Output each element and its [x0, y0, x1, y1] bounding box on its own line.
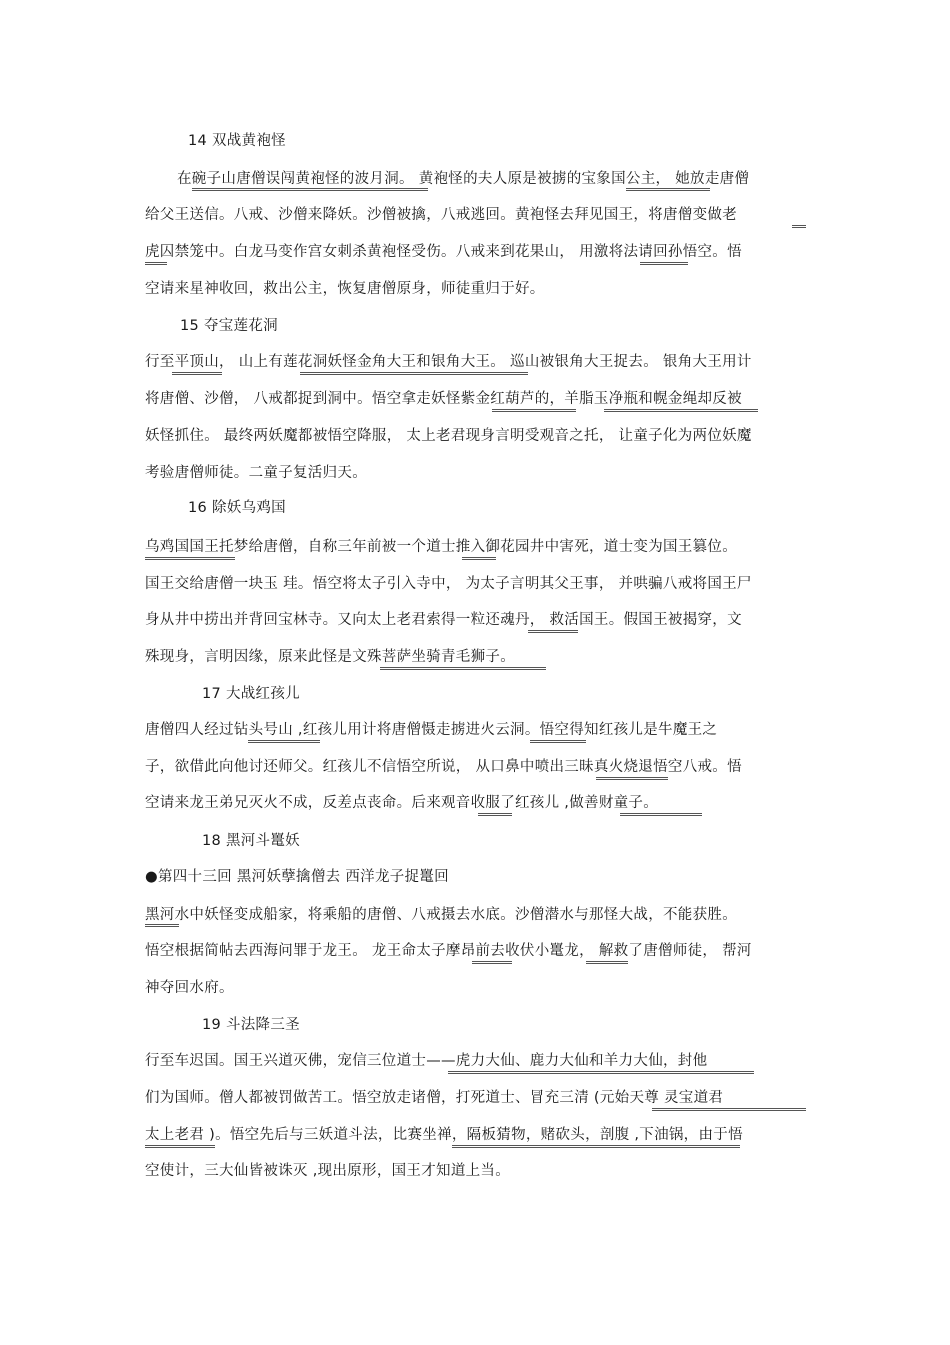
paragraph-line: 悟空根据简帖去西海问罪于龙王。 龙王命太子摩昂前去收伏小鼍龙， 解救了唐僧师徒， 帮河: [145, 943, 752, 959]
underline-mark: [620, 813, 702, 816]
paragraph-line: 殊现身，言明因缘，原来此怪是文殊菩萨坐骑青毛狮子。: [145, 649, 515, 665]
paragraph-line: 国王交给唐僧一块玉 珪。悟空将太子引入寺中， 为太子言明其父王事， 并哄骗八戒将国王尸: [145, 576, 752, 592]
section-heading: 15 夺宝莲花洞: [180, 318, 278, 334]
section-heading: 16 除妖乌鸡国: [188, 500, 286, 516]
paragraph-line: ●第四十三回 黑河妖孽擒僧去 西洋龙子捉鼍回: [145, 869, 449, 885]
underline-mark: [492, 409, 576, 412]
underline-mark: [530, 740, 586, 743]
paragraph-line: 将唐僧、沙僧， 八戒都捉到洞中。悟空拿走妖怪紫金红葫芦的，羊脂玉净瓶和幌金绳却反被: [145, 391, 742, 407]
underline-mark: [640, 262, 688, 265]
underline-mark: [528, 630, 578, 633]
underline-mark: [248, 740, 320, 743]
paragraph-line: 身从井中捞出并背回宝林寺。又向太上老君索得一粒还魂丹， 救活国王。假国王被揭穿，文: [145, 612, 742, 628]
paragraph-line: 妖怪抓住。 最终两妖魔都被悟空降服， 太上老君现身言明受观音之托， 让童子化为两位妖魔: [145, 428, 752, 444]
section-heading: 19 斗法降三圣: [202, 1017, 300, 1033]
paragraph-line: 空请来星神收回，救出公主，恢复唐僧原身，师徒重归于好。: [145, 281, 545, 297]
underline-mark: [792, 225, 806, 228]
underline-mark: [145, 1145, 215, 1148]
paragraph-line: 行至车迟国。国王兴道灭佛，宠信三位道士——虎力大仙、鹿力大仙和羊力大仙，封他: [145, 1053, 708, 1069]
underline-mark: [604, 409, 758, 412]
paragraph-line: 神夺回水府。: [145, 980, 234, 996]
section-heading: 14 双战黄袍怪: [188, 133, 286, 149]
underline-mark: [586, 961, 628, 964]
paragraph-line: 考验唐僧师徒。二童子复活归天。: [145, 465, 367, 481]
underline-mark: [145, 262, 167, 265]
underline-mark: [192, 188, 428, 191]
underline-mark: [300, 372, 528, 375]
underline-mark: [448, 1071, 754, 1074]
underline-mark: [145, 924, 179, 927]
paragraph-line: 们为国师。僧人都被罚做苦工。悟空放走诸僧，打死道士、冒充三清 (元始天尊 灵宝道君: [145, 1090, 724, 1106]
paragraph-line: 空请来龙王弟兄灭火不成，反差点丧命。后来观音收服了红孩儿 ,做善财童子。: [145, 795, 659, 811]
paragraph-line: 乌鸡国国王托梦给唐僧，自称三年前被一个道士推入御花园井中害死，道士变为国王篡位。: [145, 539, 737, 555]
underline-mark: [478, 813, 512, 816]
paragraph-line: 给父王送信。八戒、沙僧来降妖。沙僧被擒，八戒逃回。黄袍怪去拜见国王，将唐僧变做老: [145, 207, 737, 223]
paragraph-line: 行至平顶山， 山上有莲花洞妖怪金角大王和银角大王。 巡山被银角大王捉去。 银角大王用计: [145, 354, 752, 370]
underline-mark: [462, 557, 496, 560]
underline-mark: [145, 557, 235, 560]
paragraph-line: 虎囚禁笼中。白龙马变作宫女刺杀黄袍怪受伤。八戒来到花果山， 用激将法请回孙悟空。悟: [145, 244, 742, 260]
underline-mark: [472, 961, 512, 964]
paragraph-line: 在碗子山唐僧误闯黄袍怪的波月洞。 黄袍怪的夫人原是被掳的宝象国公主， 她放走唐僧: [177, 171, 750, 187]
section-heading: 17 大战红孩儿: [202, 686, 300, 702]
underline-mark: [626, 188, 710, 191]
underline-mark: [172, 372, 222, 375]
underline-mark: [596, 777, 668, 780]
underline-mark: [380, 667, 546, 670]
paragraph-line: 黑河水中妖怪变成船家，将乘船的唐僧、八戒摄去水底。沙僧潜水与那怪大战，不能获胜。: [145, 907, 737, 923]
underline-mark: [652, 1108, 806, 1111]
paragraph-line: 太上老君 )。悟空先后与三妖道斗法，比赛坐禅，隔板猜物，赌砍头，剖腹 ,下油锅，由于悟: [145, 1127, 743, 1143]
paragraph-line: 空使计，三大仙皆被诛灭 ,现出原形，国王才知道上当。: [145, 1163, 511, 1179]
paragraph-line: 唐僧四人经过钻头号山 ,红孩儿用计将唐僧慑走掳进火云洞。悟空得知红孩儿是牛魔王之: [145, 722, 718, 738]
section-heading: 18 黑河斗鼍妖: [202, 833, 300, 849]
underline-mark: [452, 1145, 740, 1148]
paragraph-line: 子，欲借此向他讨还师父。红孩儿不信悟空所说， 从口鼻中喷出三昧真火烧退悟空八戒。悟: [145, 759, 742, 775]
